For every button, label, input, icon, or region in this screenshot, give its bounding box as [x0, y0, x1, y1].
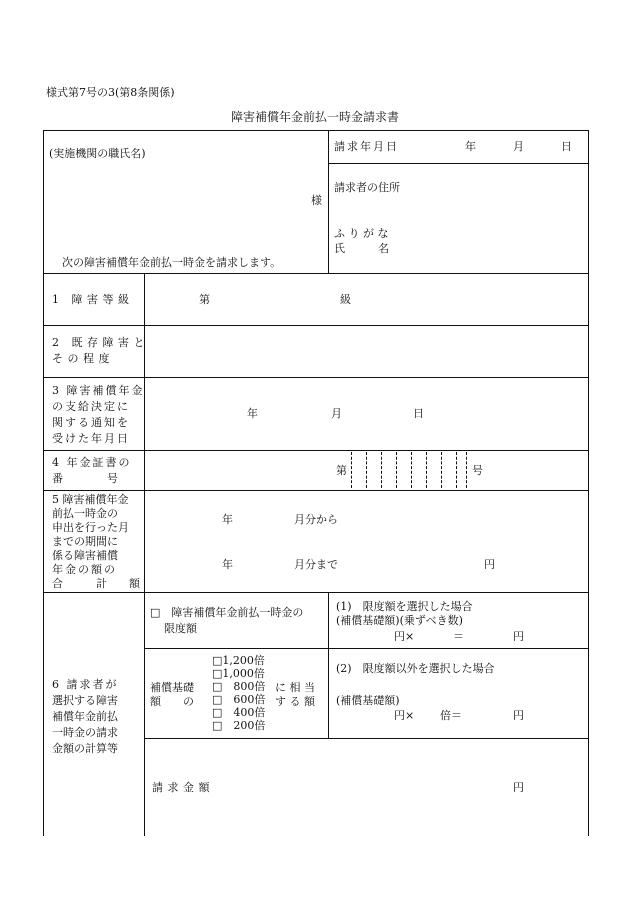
- claim-amount-yen: 円: [513, 781, 524, 794]
- option2-formula-b: 倍＝: [440, 709, 462, 722]
- option1-subtitle: (補償基礎額)(乗ずべき数): [336, 614, 463, 627]
- certificate-suffix: 号: [472, 464, 483, 477]
- notice-day: 日: [413, 407, 424, 420]
- multiplier-200[interactable]: □ 200倍: [212, 719, 266, 732]
- row2-label-2: その程度: [52, 352, 114, 365]
- option1-formula-c: 円: [513, 630, 524, 643]
- option1-formula-a: 円×: [394, 630, 415, 643]
- period-start-month: 月分から: [294, 513, 338, 526]
- institution-label: (実施機関の職氏名): [49, 147, 146, 160]
- calc-label-5: 金額の計算等: [52, 742, 118, 755]
- honorific: 様: [311, 194, 322, 207]
- row3-label-2: の支給決定に: [52, 400, 130, 413]
- multiplier-400[interactable]: □ 400倍: [212, 706, 266, 719]
- limit-checkbox[interactable]: □ 障害補償年金前払一時金の: [150, 606, 304, 619]
- calc-label-3: 補償年金前払: [52, 710, 118, 723]
- date-year: 年: [465, 140, 476, 153]
- row5-label-3: 申出を行った月: [52, 521, 129, 534]
- multiplier-800[interactable]: □ 800倍: [212, 680, 266, 693]
- notice-year: 年: [247, 407, 258, 420]
- row3-label-4: 受けた年月日: [52, 432, 130, 445]
- period-end-year: 年: [222, 558, 233, 571]
- option2-title: (2) 限度額以外を選択した場合: [336, 662, 495, 675]
- calc-label-2: 選択する障害: [52, 694, 118, 707]
- grade-suffix: 級: [340, 293, 351, 306]
- row3-label-3: 関する通知を: [52, 416, 130, 429]
- option1-title: (1) 限度額を選択した場合: [336, 600, 473, 613]
- row3-label-1: 3 障害補償年金: [52, 384, 145, 397]
- row4-label-2: 番 号: [52, 472, 118, 485]
- request-statement: 次の障害補償年金前払一時金を請求します。: [62, 256, 282, 269]
- multiplier-600[interactable]: □ 600倍: [212, 693, 266, 706]
- claim-amount-label: 請求金額: [152, 781, 214, 794]
- certificate-prefix: 第: [336, 464, 347, 477]
- limit-checkbox-label: 限度額: [164, 622, 197, 635]
- option1-formula-b: ＝: [453, 630, 464, 643]
- row4-label-1: 4 年金証書の: [52, 456, 132, 469]
- date-day: 日: [561, 140, 572, 153]
- furigana-label: ふ り が な: [334, 227, 389, 240]
- base-label-1: 補償基礎: [150, 681, 194, 694]
- row5-label-6: 年金の額の: [52, 563, 117, 576]
- option2-formula-a: 円×: [394, 709, 415, 722]
- multiplier-1200[interactable]: □1,200倍: [212, 654, 265, 667]
- grade-prefix: 第: [199, 293, 210, 306]
- period-end-month: 月分まで: [294, 558, 338, 571]
- row2-label-1: 2 既存障害と: [52, 336, 149, 349]
- option2-subtitle: (補償基礎額): [336, 694, 400, 707]
- multiplier-1000[interactable]: □1,000倍: [212, 667, 265, 680]
- form-title: 障害補償年金前払一時金請求書: [231, 110, 400, 124]
- address-label: 請求者の住所: [334, 181, 400, 194]
- row5-label-2: 前払一時金の: [52, 507, 118, 520]
- option2-formula-c: 円: [513, 709, 524, 722]
- row1-label: 1 障害等級: [52, 293, 134, 306]
- row5-label-1: 5 障害補償年金: [52, 493, 129, 506]
- row5-label-4: までの期間に: [52, 535, 118, 548]
- equivalent-label-2: す る 額: [275, 695, 315, 708]
- row5-label-5: 係る障害補償: [52, 549, 118, 562]
- equivalent-label-1: に 相 当: [275, 681, 315, 694]
- calc-label-4: 一時金の請求: [52, 726, 118, 739]
- notice-month: 月: [331, 407, 342, 420]
- date-label: 請求年月日: [334, 140, 399, 153]
- calc-label-1: 6 請求者が: [52, 678, 119, 691]
- name-label: 氏 名: [334, 242, 389, 255]
- form-number: 様式第7号の3(第8条関係): [46, 86, 175, 99]
- base-label-2: 額 の: [150, 695, 194, 708]
- row5-label-7: 合 計 額: [52, 577, 140, 590]
- total-yen: 円: [484, 558, 495, 571]
- period-start-year: 年: [222, 513, 233, 526]
- date-month: 月: [513, 140, 524, 153]
